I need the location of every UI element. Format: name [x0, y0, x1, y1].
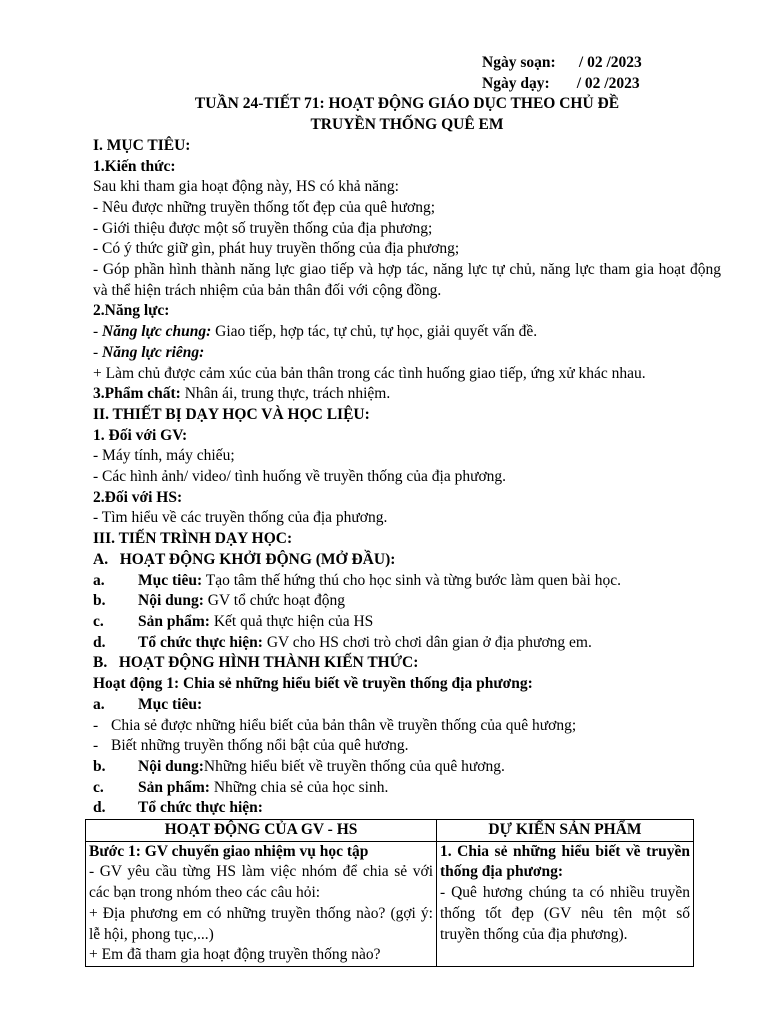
qualities-label: 3.Phẩm chất:	[93, 385, 181, 403]
student-item: - Tìm hiểu về các truyền thống của địa phương.	[93, 509, 388, 527]
objective-item	[93, 736, 721, 757]
activity1-heading: Hoạt động 1: Chia sẻ những hiểu biết về truyền thống địa phương:	[93, 675, 533, 693]
knowledge-item: - Nêu được những truyền thống tốt đẹp của quê hương;	[93, 198, 436, 216]
section1-heading: I. MỤC TIÊU:	[93, 136, 191, 154]
row-content	[138, 778, 388, 799]
general-competency-label: Năng lực chung:	[102, 323, 212, 341]
specific-competency	[93, 343, 721, 364]
dash-marker: -	[93, 716, 99, 734]
teacher-item: - Máy tính, máy chiếu;	[93, 447, 235, 465]
row-label: Tổ chức thực hiện:	[138, 799, 263, 817]
teaching-date: Ngày dạy: / 02 /2023	[482, 74, 640, 92]
knowledge-heading: 1.Kiến thức:	[93, 157, 176, 175]
row-letter: b.	[93, 757, 106, 775]
activity-line: + Em đã tham gia hoạt động truyền thống nào?	[89, 946, 381, 964]
document-content	[89, 53, 721, 967]
activity1-row	[93, 778, 721, 799]
step-heading: Bước 1: GV chuyển giao nhiệm vụ học tập	[89, 842, 369, 860]
general-competency	[93, 322, 721, 343]
activity-a-row	[93, 571, 721, 592]
table-header-row	[86, 820, 694, 842]
activity-line: - GV yêu cầu từng HS làm việc nhóm để chia sẻ với các bạn trong nhóm theo các câu hỏi:	[89, 863, 433, 902]
teacher-item: - Các hình ảnh/ video/ tình huống về truyền thống của địa phương.	[93, 468, 507, 486]
row-label: Tổ chức thực hiện:	[138, 633, 263, 651]
table-row	[86, 841, 694, 966]
knowledge-intro: Sau khi tham gia hoạt động này, HS có khả năng:	[93, 178, 399, 196]
row-text: GV cho HS chơi trò chơi dân gian ở địa phương em.	[262, 633, 592, 651]
product-text: - Quê hương chúng ta có nhiều truyền thống tốt đẹp (GV nêu tên một số truyền thống của địa phương).	[440, 884, 690, 943]
activity1-objective	[93, 695, 721, 716]
dash-prefix: -	[93, 343, 103, 361]
objective-text: Biết những truyền thống nổi bật của quê hương.	[111, 737, 409, 755]
student-heading: 2.Đối với HS:	[93, 488, 183, 506]
row-content	[138, 612, 373, 633]
general-competency-text: Giao tiếp, hợp tác, tự chủ, tự học, giải quyết vấn đề.	[211, 323, 538, 341]
table-header-products: DỰ KIẾN SẢN PHẨM	[437, 820, 694, 842]
row-text: Tạo tâm thế hứng thú cho học sinh và từng bước làm quen bài học.	[202, 571, 621, 589]
row-letter: c.	[93, 612, 104, 630]
row-label: Mục tiêu:	[138, 695, 203, 713]
activity1-row	[93, 757, 721, 778]
activity1-row	[93, 798, 721, 819]
activity-a-row	[93, 633, 721, 654]
knowledge-item: - Giới thiệu được một số truyền thống của địa phương;	[93, 219, 433, 237]
dash-marker: -	[93, 737, 99, 755]
row-label: Sản phẩm:	[138, 778, 210, 796]
row-text: Những hiểu biết về truyền thống của quê hương.	[203, 757, 505, 775]
qualities-text: Nhân ái, trung thực, trách nhiệm.	[180, 385, 391, 403]
section3-heading: III. TIẾN TRÌNH DẠY HỌC:	[93, 530, 293, 548]
activity-a-row	[93, 591, 721, 612]
teacher-heading: 1. Đối với GV:	[93, 426, 188, 444]
row-letter: a.	[93, 695, 105, 713]
activity-table	[85, 819, 694, 967]
row-content	[138, 757, 505, 778]
activity-line: + Địa phương em có những truyền thống nào? (gợi ý: lễ hội, phong tục,...)	[89, 904, 433, 943]
row-label: Mục tiêu:	[138, 571, 203, 589]
qualities	[93, 384, 721, 405]
row-letter: d.	[93, 799, 106, 817]
row-label: Nội dung:	[138, 592, 204, 610]
row-content	[138, 571, 621, 592]
activity-a-heading: A. HOẠT ĐỘNG KHỞI ĐỘNG (MỞ ĐẦU):	[93, 550, 396, 568]
lesson-title-line1: TUẦN 24-TIẾT 71: HOẠT ĐỘNG GIÁO DỤC THEO CHỦ ĐỀ	[194, 95, 620, 113]
knowledge-item: - Có ý thức giữ gìn, phát huy truyền thống của địa phương;	[93, 240, 460, 258]
competency-heading: 2.Năng lực:	[93, 302, 170, 320]
row-label: Nội dung:	[138, 757, 204, 775]
row-text: Kết quả thực hiện của HS	[209, 612, 374, 630]
row-content	[138, 591, 345, 612]
row-letter: b.	[93, 592, 106, 610]
row-content	[138, 798, 263, 819]
row-text: GV tổ chức hoạt động	[203, 592, 346, 610]
row-label: Sản phẩm:	[138, 612, 210, 630]
row-content	[138, 633, 592, 654]
activity-a-row	[93, 612, 721, 633]
specific-competency-item: + Làm chủ được cảm xúc của bản thân trong các tình huống giao tiếp, ứng xử khác nhau.	[93, 364, 646, 382]
activities-cell	[86, 841, 437, 966]
product-heading: 1. Chia sẻ những hiểu biết về truyền thống địa phương:	[440, 842, 690, 881]
specific-competency-label: Năng lực riêng:	[102, 343, 205, 361]
dash-prefix: -	[93, 323, 103, 341]
knowledge-item: - Góp phần hình thành năng lực giao tiếp và hợp tác, năng lực tự chủ, năng lực tham gia hoạt động và thể hiện trách nhiệm của bản thân đối với cộng đồng.	[93, 261, 721, 299]
objective-item	[93, 716, 721, 737]
row-letter: c.	[93, 778, 104, 796]
lesson-title-line2: TRUYỀN THỐNG QUÊ EM	[310, 116, 504, 134]
row-text: Những chia sẻ của học sinh.	[209, 778, 389, 796]
products-cell	[437, 841, 694, 966]
preparation-date: Ngày soạn: / 02 /2023	[482, 54, 642, 71]
row-letter: d.	[93, 633, 106, 651]
table-header-activities: HOẠT ĐỘNG CỦA GV - HS	[86, 820, 437, 842]
section2-heading: II. THIẾT BỊ DẠY HỌC VÀ HỌC LIỆU:	[93, 405, 370, 423]
date-block	[93, 53, 721, 94]
activity-b-heading: B. HOẠT ĐỘNG HÌNH THÀNH KIẾN THỨC:	[93, 654, 419, 672]
row-letter: a.	[93, 571, 105, 589]
objective-text: Chia sẻ được những hiểu biết của bản thân về truyền thống của quê hương;	[111, 716, 577, 734]
